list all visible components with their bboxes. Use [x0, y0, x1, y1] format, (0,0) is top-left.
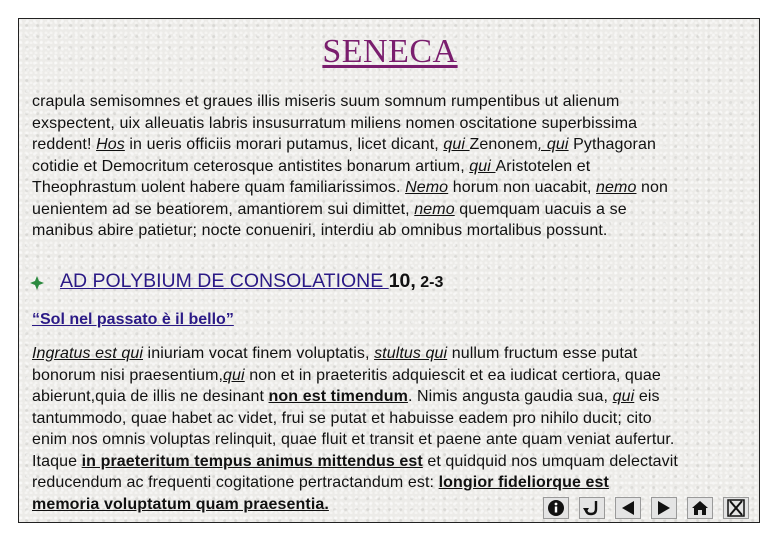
- info-button[interactable]: [543, 497, 569, 519]
- emphasis-text: qui: [443, 136, 470, 153]
- text-run: eis tantummodo, quae habet ac videt, frui se putat et habuisse eadem pro nihilo ducit; cito enim nos omnis voluptas relinquit, quae fluit et transit et paene ante quam veniat aufertur. Itaque: [32, 388, 675, 470]
- text-run: . Nimis angusta gaudia sua,: [407, 388, 613, 405]
- paragraph-polybium: [32, 343, 752, 515]
- text-run: in ueris officiis morari putamus, licet dicant,: [124, 136, 444, 153]
- previous-icon: [619, 499, 637, 517]
- emphasis-text: stultus qui: [374, 345, 448, 362]
- text-run: quemquam uacuis a se manibus abire patietur; nocte conueniri, interdiu ab omnibus mortalibus possunt.: [32, 200, 627, 239]
- heading-ref-number: 10,: [388, 270, 416, 292]
- return-button[interactable]: [579, 497, 605, 519]
- end-icon: [727, 499, 745, 517]
- home-icon: [691, 499, 709, 517]
- text-run: nullum fructum esse putat bonorum nisi praesentium,: [32, 345, 638, 384]
- emphasis-text: Hos: [96, 136, 125, 153]
- emphasis-text: Nemo: [405, 179, 449, 196]
- heading-ref-range: 2-3: [415, 274, 444, 291]
- emphasis-text: Ingratus est qui: [32, 345, 143, 362]
- info-icon: [547, 499, 565, 517]
- emphasis-text: nemo: [414, 200, 455, 218]
- text-run: non uenientem ad se beatiorem, amantiorem sui dimittet,: [32, 179, 669, 218]
- slide-title: SENECA: [322, 33, 458, 70]
- first-button[interactable]: [615, 497, 641, 519]
- paragraph-letters: [32, 91, 752, 242]
- text-run: Pythagoran cotidie et Democritum ceterosque antistites bonarum artium,: [32, 136, 656, 175]
- section-heading: [60, 270, 443, 293]
- bullet-diamond-icon: [30, 276, 44, 290]
- next-button[interactable]: [651, 497, 677, 519]
- heading-title: AD POLYBIUM DE CONSOLATIONE: [60, 270, 389, 292]
- next-icon: [655, 499, 673, 517]
- quote-subtitle: “Sol nel passato è il bello”: [32, 311, 234, 328]
- text-run: iniuriam vocat finem voluptatis,: [143, 345, 375, 362]
- text-run: crapula semisomnes et graues illis miseris suum somnum rumpentibus ut alienum exspectent, uix alleuatis labris insusurratum miliens nomen oscitatione superbissima reddent!: [32, 93, 638, 153]
- emphasis-text: nemo: [596, 179, 637, 196]
- return-icon: [583, 499, 601, 517]
- home-button[interactable]: [687, 497, 713, 519]
- text-run: Zenonem: [469, 136, 538, 153]
- heading-reference: [389, 270, 444, 292]
- emphasis-text: qui: [612, 388, 635, 405]
- text-run: non et in praeteritis adquiescit et ea iudicat certiora, quae abierunt,quia de illis ne desinant: [32, 366, 661, 405]
- emphasis-text: qui: [469, 157, 496, 175]
- text-run: et quidquid nos umquam delectavit reducendum ac frequenti cogitatione pertractandum est:: [32, 452, 678, 491]
- end-button[interactable]: [723, 497, 749, 519]
- emphasis-text: in praeteritum tempus animus mittendus est: [81, 452, 423, 470]
- emphasis-text: qui: [223, 366, 245, 384]
- emphasis-text: , qui: [537, 136, 569, 153]
- text-run: horum non uacabit,: [448, 179, 597, 196]
- slide: [18, 18, 760, 523]
- emphasis-text: non est timendum: [268, 388, 408, 405]
- text-run: Aristotelen et Theophrastum uolent habere quam familiarissimos.: [32, 157, 591, 196]
- emphasis-text: longior fideliorque est memoria voluptatum quam praesentia.: [32, 474, 609, 513]
